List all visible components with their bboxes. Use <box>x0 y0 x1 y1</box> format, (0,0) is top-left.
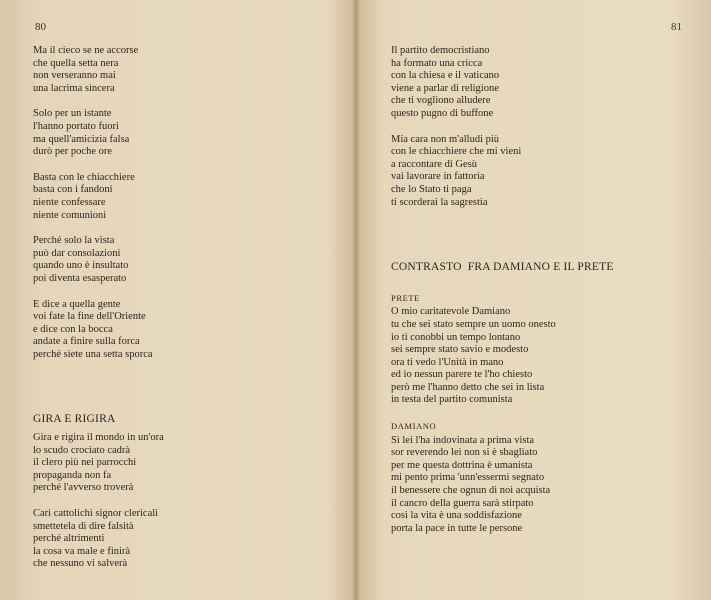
poem-line: il clero più nei parrocchi <box>33 457 137 469</box>
poem-line: niente confessare <box>33 196 106 208</box>
poem-line: Mia cara non m'alludi più <box>391 133 500 145</box>
poem-line: e dice con la bocca <box>33 323 113 335</box>
poem-line: perché siete una setta sporca <box>33 348 153 360</box>
poem-line: che lo Stato ti paga <box>391 183 472 195</box>
poem-line: ha formato una cricca <box>391 57 483 69</box>
speaker-label: PRETE <box>391 292 420 303</box>
poem-line: niente comunioni <box>33 209 107 221</box>
poem-line: che ti vogliono alludere <box>391 95 491 107</box>
poem-line: viene a parlar di religione <box>391 82 499 94</box>
poem-line: perché l'avverso troverà <box>33 482 134 494</box>
poem-line: in testa del partito comunista <box>391 394 513 406</box>
poem-line: quando uno è insultato <box>33 260 129 272</box>
poem-line: il cancro della guerra sarà stirpato <box>391 497 534 509</box>
poem-line: poi diventa esasperato <box>33 272 127 284</box>
poem-line: sei sempre stato savio e modesto <box>391 344 529 356</box>
poem-stanza <box>391 134 691 210</box>
poem-line: durò per poche ore <box>33 146 113 158</box>
poem-line: Ma il cieco se ne accorse <box>33 45 139 56</box>
poem-line: può dar consolazioni <box>33 247 121 259</box>
poem-line: questo pugno di buffone <box>391 107 494 119</box>
right-page-number: 81 <box>671 21 682 33</box>
poem-line: Sì lei l'ha indovinata a prima vista <box>391 434 535 446</box>
poem-line: perché altrimenti <box>33 533 105 545</box>
poem-line: sor reverendo lei non si è sbagliato <box>391 447 538 459</box>
poem-stanza <box>33 172 333 222</box>
poem-line: Il partito democristiano <box>391 45 490 56</box>
poem-stanza <box>33 299 333 362</box>
poem-line: il benessere che ognun di noi acquista <box>391 485 551 497</box>
poem-line: a raccontare di Gesù <box>391 158 477 170</box>
poem-line: non verseranno mai <box>33 70 116 82</box>
poem-line: E dice a quella gente <box>33 298 121 310</box>
section-title: GIRA E RIGIRA <box>33 413 116 426</box>
poem-line: vai lavorare in fattoria <box>391 171 485 183</box>
poem-line: tu che sei stato sempre un uomo onesto <box>391 318 556 330</box>
poem-stanza <box>33 432 333 495</box>
poem-line: io ti conobbi un tempo lontano <box>391 331 521 343</box>
poem-stanza <box>33 108 333 158</box>
poem-line: che nessuno vi salverà <box>33 558 128 570</box>
poem-line: con la chiesa e il vaticano <box>391 70 500 82</box>
poem-line: una lacrima sincera <box>33 82 115 94</box>
poem-line: O mio caritatevole Damiano <box>391 306 511 318</box>
poem-line: ti scorderai la sagrestia <box>391 196 488 208</box>
poem-line: Solo per un istante <box>33 108 112 120</box>
poem-line: andate a finire sulla forca <box>33 336 140 348</box>
poem-stanza <box>33 235 333 285</box>
poem-line: smettetela di dire falsità <box>33 520 134 532</box>
poem-line: Cari cattolichi signor clericali <box>33 508 159 520</box>
poem-line: porta la pace in tutte le persone <box>391 522 523 534</box>
poem-line: ma quell'amicizia falsa <box>33 133 130 145</box>
poem-line: per me questa dottrina è umanista <box>391 459 533 471</box>
speaker-label: DAMIANO <box>391 421 437 432</box>
section-title: CONTRASTO FRA DAMIANO E IL PRETE <box>391 261 614 274</box>
poem-line: che quella setta nera <box>33 57 119 69</box>
poem-line: la cosa va male e finirà <box>33 545 131 557</box>
right-page-text <box>391 45 691 548</box>
poem-line: Gira e rigira il mondo in un'ora <box>33 432 164 444</box>
poem-line: propaganda non fa <box>33 469 112 481</box>
poem-stanza <box>391 45 691 121</box>
poem-line: Basta con le chiacchiere <box>33 171 135 183</box>
book-gutter <box>352 0 360 600</box>
poem-line: però me l'hanno detto che sei in lista <box>391 381 545 393</box>
poem-line: ora ti vedo l'Unità in mano <box>391 356 504 368</box>
poem-line: lo scudo crociato cadrà <box>33 444 131 456</box>
poem-line: l'hanno portato fuori <box>33 120 119 132</box>
left-page-number: 80 <box>35 21 46 33</box>
poem-stanza <box>33 45 333 95</box>
poem-line: ed io nessun parere te l'ho chiesto <box>391 369 533 381</box>
poem-line: voi fate la fine dell'Oriente <box>33 311 146 323</box>
poem-line: con le chiacchiere che mi vieni <box>391 146 522 158</box>
poem-stanza <box>33 508 333 571</box>
dialogue-stanza <box>391 435 691 536</box>
poem-line: Perché solo la vista <box>33 235 115 247</box>
poem-line: mi pento prima 'unn'essermi segnato <box>391 472 545 484</box>
dialogue-stanza <box>391 306 691 407</box>
poem-line: basta con i fandoni <box>33 184 113 196</box>
left-page-text <box>33 45 333 584</box>
poem-line: così la vita è una soddisfazione <box>391 510 522 522</box>
